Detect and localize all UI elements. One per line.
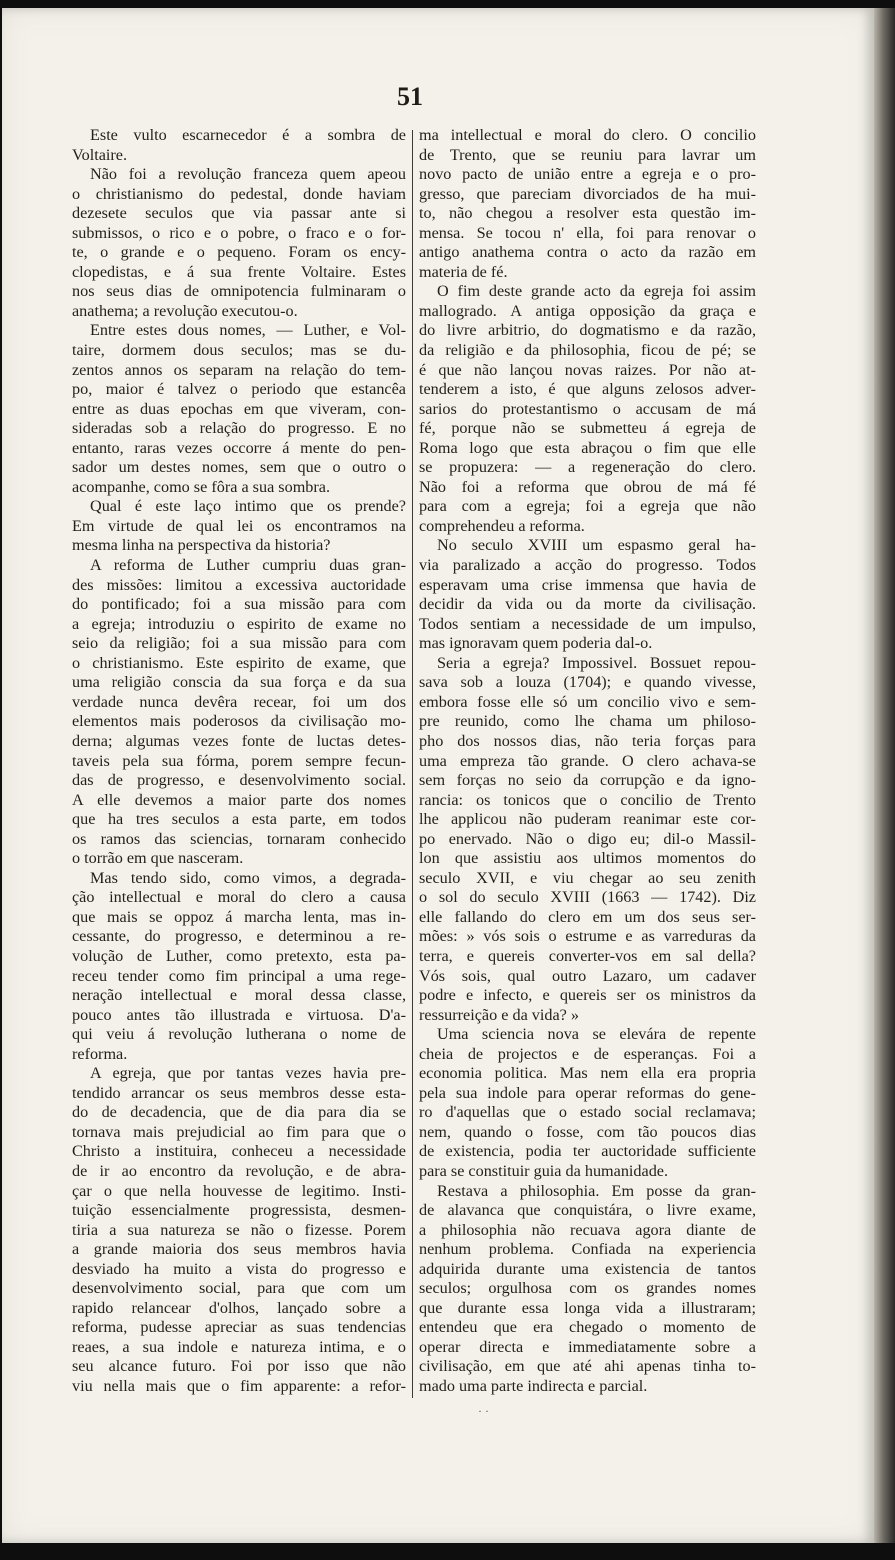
text-line: Christo a instituira, conheceu a necessidade (72, 1142, 406, 1161)
text-line: anathema; a revolução executou-o. (72, 301, 298, 320)
text-line: te, o grande e o pequeno. Foram os ency- (72, 243, 406, 262)
text-line: de ir ao encontro da revolução, e de abra- (72, 1161, 406, 1180)
text-line: ro d'aquellas que o estado social reclamava; (419, 1103, 756, 1122)
text-line: ção intellectual e moral do clero a causa (72, 888, 406, 907)
text-line: terra, e quereis converter-vos em sal della? (419, 946, 756, 965)
text-line: reaes, a sua indole e natureza intima, e o (72, 1337, 406, 1356)
text-line: seu alcance futuro. Foi por isso que não (72, 1357, 406, 1376)
text-line: mas ignoravam quem poderia dal-o. (419, 634, 653, 653)
text-line: ma intellectual e moral do clero. O concilio (419, 126, 756, 144)
text-line: esperavam uma crise immensa que havia de (419, 575, 756, 594)
text-line: se propuzera: — a regeneração do clero. (419, 458, 756, 477)
text-line: verdade nunca devêra recear, foi um dos (72, 692, 406, 711)
text-line: po, maior é talvez o periodo que estancêa (72, 380, 406, 399)
text-line: tiria a sua natureza se não o fizesse. Porem (72, 1220, 406, 1239)
text-line: reforma. (72, 1044, 128, 1063)
text-line: nem, quando o fosse, com tão poucos dias (419, 1122, 756, 1141)
text-line: Não foi a revolução franceza quem apeou (90, 165, 406, 184)
text-line: sarios do protestantismo o accusam de má (419, 399, 756, 418)
text-line: entre as duas epochas em que viveram, con- (72, 399, 406, 418)
text-line: Voltaire. (72, 145, 127, 164)
text-line: Todos sentiam a necessidade de um impulso, (419, 614, 756, 633)
text-line: que durante essa longa vida a illustraram; (419, 1298, 756, 1317)
text-line: o torrão em que nasceram. (72, 849, 244, 868)
text-line: volução de Luther, como pretexto, esta pa- (72, 946, 406, 965)
text-line: seio da religião; foi a sua missão para com (72, 634, 406, 653)
text-line: sava sob a louza (1704); e quando vivesse, (419, 673, 756, 692)
text-line: O fim deste grande acto da egreja foi assim (437, 282, 756, 301)
page-number: 51 (397, 82, 423, 111)
text-line: rancia: os tonicos que o concilio de Trento (419, 790, 756, 809)
text-line: ressurreição e da vida? » (419, 1005, 579, 1024)
text-line: neração intellectual e moral dessa classe, (72, 986, 406, 1005)
text-line: mões: » vós sois o estrume e as varreduras da (419, 927, 756, 946)
text-line: a egreja; introduziu o espirito de exame no (72, 614, 406, 633)
text-line: pre reunido, como lhe chama um philoso- (419, 712, 756, 731)
text-line: A elle devemos a maior parte dos nomes (72, 790, 406, 809)
text-line: das de progresso, e desenvolvimento social. (72, 771, 406, 790)
text-line: Mas tendo sido, como vimos, a degrada- (90, 868, 406, 887)
text-line: Roma logo que esta abraçou o fim que elle (419, 438, 756, 457)
left-column (72, 126, 406, 1397)
text-line: de existencia, podia ter auctoridade sufficiente (419, 1142, 756, 1161)
text-line: submissos, o rico e o pobre, o fraco e o for- (72, 223, 406, 242)
text-line: gresso, que pareciam divorciados de ha mui- (419, 184, 756, 203)
text-line: antigo anathema contra o acto da razão em (419, 243, 756, 262)
text-line: mensa. Se tocou n' ella, foi para renovar o (419, 223, 756, 242)
text-line: uma empreza tão grande. O clero achava-se (419, 751, 756, 770)
text-line: zentos annos os separam na relação do tem- (72, 360, 406, 379)
text-line: receu tender como fim principal a uma rege- (72, 966, 406, 985)
text-line: A reforma de Luther cumpriu duas gran- (90, 556, 406, 575)
text-line: seculos; orgulhosa com os grandes nomes (419, 1279, 756, 1298)
footer-mark: · · (478, 1404, 489, 1418)
text-line: tornava mais prejudicial ao fim para que o (72, 1122, 406, 1141)
text-line: çar o que nella houvesse de legitimo. Insti- (72, 1181, 406, 1200)
text-line: rapido relancear d'olhos, lançado sobre a (72, 1298, 406, 1317)
text-line: viu nella mais que o fim apparente: a refor- (72, 1377, 406, 1395)
text-line: Vós sois, qual outro Lazaro, um cadaver (419, 966, 756, 985)
text-line: clopedistas, e á sua frente Voltaire. Estes (72, 262, 406, 281)
text-line: elle fallando do clero em um dos seus ser- (419, 907, 756, 926)
text-line: novo pacto de união entre a egreja e o pro- (419, 165, 756, 184)
text-line: lon que assistiu aos ultimos momentos do (419, 849, 756, 868)
page-edge-shadow (874, 8, 895, 1543)
column-divider (412, 130, 413, 1398)
text-line: pouco antes tão illustrada e virtuosa. D'a- (72, 1005, 406, 1024)
text-line: o sol do seculo XVIII (1663 — 1742). Diz (419, 888, 756, 907)
text-line: to, não chegou a resolver esta questão im- (419, 204, 756, 223)
text-line: Seria a egreja? Impossivel. Bossuet repou- (437, 653, 756, 672)
text-line: sem forças no seio da corrupção e da igno- (419, 771, 756, 790)
text-line: reforma, pudesse apreciar as suas tendencias (72, 1318, 406, 1337)
right-column (419, 126, 756, 1397)
text-line: da religião e da philosophia, ficou de pé; se (419, 341, 756, 360)
text-line: é que não lançou novas raizes. Por não at- (419, 360, 756, 379)
text-line: os ramos das sciencias, tornaram conhecido (72, 829, 406, 848)
text-line: tenderem a isto, é que alguns zelosos adver- (419, 380, 756, 399)
text-line: tuição essencialmente progressista, desmen- (72, 1201, 406, 1220)
text-line: Qual é este laço intimo que os prende? (90, 497, 406, 516)
text-line: cessante, do progresso, e determinou a re- (72, 927, 406, 946)
text-line: uma religião conscia da sua força e da sua (72, 673, 406, 692)
text-line: pela sua indole para operar reformas do gene- (419, 1083, 756, 1102)
text-line: o christianismo do pedestal, donde haviam (72, 184, 406, 203)
text-line: taveis pela sua fórma, porem sempre fecun- (72, 751, 406, 770)
text-line: sador um destes nomes, sem que o outro o (72, 458, 406, 477)
text-line: adquirida durante uma existencia de tantos (419, 1259, 756, 1278)
text-line: taire, dormem dous seculos; mas se du- (72, 341, 406, 360)
text-line: comprehendeu a reforma. (419, 516, 585, 535)
text-line: mallogrado. A antiga opposição da graça e (419, 301, 756, 320)
text-line: A egreja, que por tantas vezes havia pre- (90, 1064, 406, 1083)
text-line: desenvolvimento social, para que com um (72, 1279, 406, 1298)
text-line: de Trento, que se reuniu para lavrar um (419, 145, 756, 164)
text-line: que mais se oppoz á marcha lenta, mas in- (72, 907, 406, 926)
text-line: via paralizado a acção do progresso. Todos (419, 556, 756, 575)
text-line: mado uma parte indirecta e parcial. (419, 1377, 648, 1395)
text-line: a philosophia não recuava agora diante de (419, 1220, 756, 1239)
text-line: fé, porque não se submetteu á egreja de (419, 419, 756, 438)
text-line: do de decadencia, que de dia para dia se (72, 1103, 406, 1122)
text-line: dezesete seculos que via passar ante si (72, 204, 406, 223)
text-line: desviado ha muito a vista do progresso e (72, 1259, 406, 1278)
text-line: po enervado. Não o digo eu; dil-o Massil- (419, 829, 756, 848)
text-line: materia de fé. (419, 262, 508, 281)
text-line: entanto, raras vezes occorre á mente do pen- (72, 438, 406, 457)
text-line: Este vulto escarnecedor é a sombra de (90, 126, 406, 144)
text-line: a grande maioria dos seus membros havia (72, 1240, 406, 1259)
text-line: do pontificado; foi a sua missão para com (72, 595, 406, 614)
text-line: mesma linha na perspectiva da historia? (72, 536, 331, 555)
text-line: o christianismo. Este espirito de exame, que (72, 653, 406, 672)
text-line: lhe applicou não puderam reanimar este cor- (419, 810, 756, 829)
text-line: que ha tres seculos a esta parte, em todos (72, 810, 406, 829)
text-line: podre e infecto, e quereis ser os ministros da (419, 986, 756, 1005)
text-line: seculo XVII, e viu chegar ao seu zenith (419, 868, 756, 887)
text-line: qui veiu á revolução lutherana o nome de (72, 1025, 406, 1044)
text-line: Entre estes dous nomes, — Luther, e Vol- (90, 321, 406, 340)
text-line: nenhum problema. Confiada na experiencia (419, 1240, 756, 1259)
text-line: cheia de projectos e de esperanças. Foi a (419, 1044, 756, 1063)
text-line: pho dos nossos dias, não teria forças para (419, 731, 756, 750)
text-line: elementos mais poderosos da civilisação mo- (72, 712, 406, 731)
text-line: sideradas sob a relação do progresso. E no (72, 419, 406, 438)
text-line: entendeu que era chegado o momento de (419, 1318, 756, 1337)
text-line: No seculo XVIII um espasmo geral ha- (437, 536, 756, 555)
text-line: embora fosse elle só um concilio vivo e sem- (419, 692, 756, 711)
text-line: tendido arrancar os seus membros desse esta- (72, 1083, 406, 1102)
text-line: nos seus dias de omnipotencia fulminaram o (72, 282, 406, 301)
text-line: decidir da vida ou da morte da civilisação. (419, 595, 756, 614)
text-line: do livre arbitrio, do dogmatismo e da razão, (419, 321, 756, 340)
text-line: Restava a philosophia. Em posse da gran- (437, 1181, 756, 1200)
text-line: civilisação, em que até ahi apenas tinha to- (419, 1357, 756, 1376)
text-line: para com a egreja; foi a egreja que não (419, 497, 756, 516)
text-line: Em virtude de qual lei os encontramos na (72, 516, 406, 535)
text-line: Não foi a reforma que obrou de má fé (419, 477, 756, 496)
text-line: de alavanca que conquistára, o livre exame, (419, 1201, 756, 1220)
text-line: derna; algumas vezes fonte de luctas detes- (72, 731, 406, 750)
text-line: economia politica. Mas nem ella era propria (419, 1064, 756, 1083)
text-line: para se constituir guia da humanidade. (419, 1161, 669, 1180)
text-line: Uma sciencia nova se elevára de repente (437, 1025, 756, 1044)
text-line: acompanhe, como se fôra a sua sombra. (72, 477, 331, 496)
text-line: operar directa e immediatamente sobre a (419, 1337, 756, 1356)
text-line: des missões: limitou a excessiva auctoridade (72, 575, 406, 594)
